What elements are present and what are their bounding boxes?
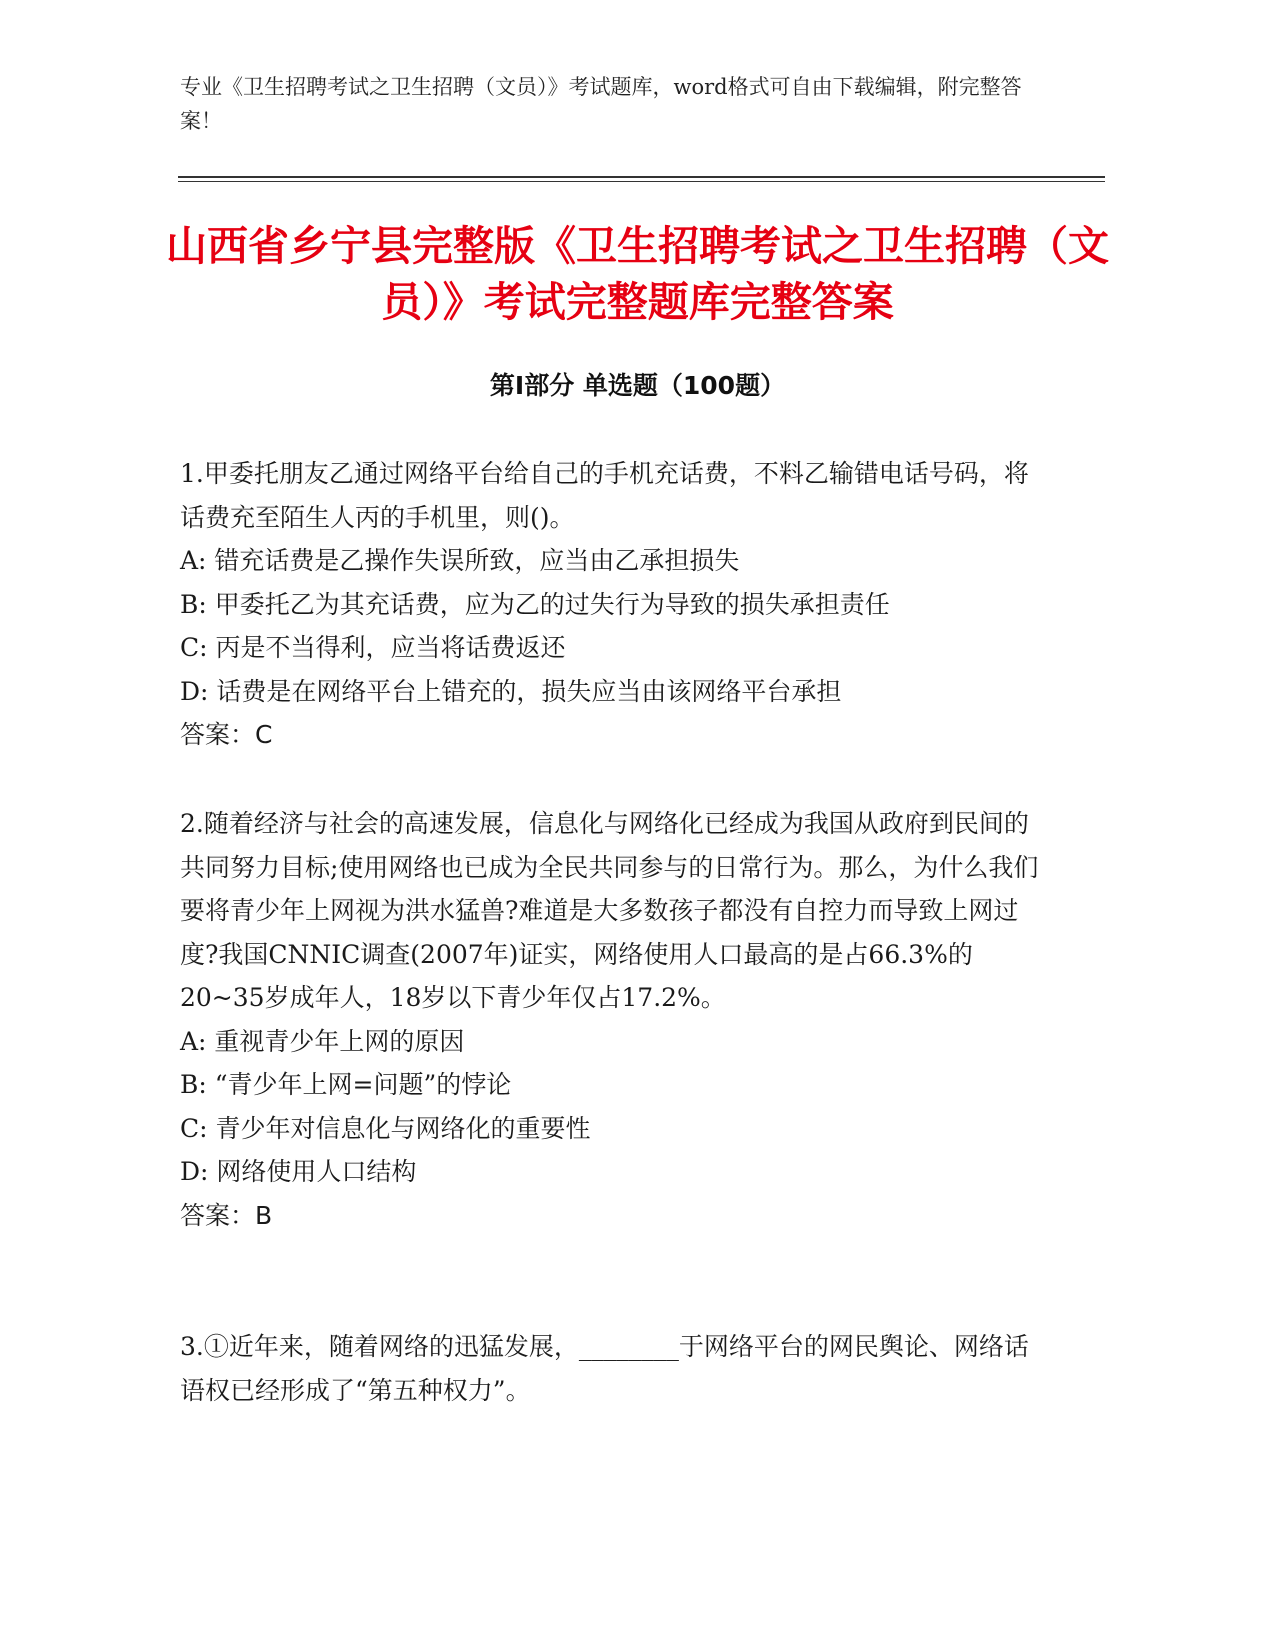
option-b: B: 甲委托乙为其充话费，应为乙的过失行为导致的损失承担责任	[180, 589, 890, 619]
question-1	[180, 452, 1040, 757]
header-note: 专业《卫生招聘考试之卫生招聘（文员）》考试题库，word格式可自由下载编辑，附完整答案！	[180, 75, 1022, 133]
header-divider-thin	[178, 181, 1105, 182]
document-title: 山西省乡宁县完整版《卫生招聘考试之卫生招聘（文员）》考试完整题库完整答案	[166, 222, 1109, 326]
question-3	[180, 1325, 1040, 1412]
question-stem: 1.甲委托朋友乙通过网络平台给自己的手机充话费，不料乙输错电话号码，将话费充至陌生人丙的手机里，则()。	[180, 459, 1029, 532]
option-d: D: 话费是在网络平台上错充的，损失应当由该网络平台承担	[180, 676, 842, 706]
option-b: B: “青少年上网=问题”的悖论	[180, 1070, 512, 1099]
option-a: A: 错充话费是乙操作失误所致，应当由乙承担损失	[180, 546, 740, 575]
section-title: 第Ⅰ部分 单选题（100题）	[489, 371, 786, 400]
question-stem: 2.随着经济与社会的高速发展，信息化与网络化已经成为我国从政府到民间的共同努力目标;使用网络也已成为全民共同参与的日常行为。那么，为什么我们要将青少年上网视为洪水猛兽?难道是大多数孩子都没有自控力而导致上网过度?我国CNNIC调查(2007年)证实，网络使用人口最高的是占66.3%的20~35岁成年人，18岁以下青少年仅占17.2%。	[180, 809, 1039, 1012]
option-c: C: 青少年对信息化与网络化的重要性	[180, 1113, 591, 1143]
header-divider-thick	[178, 176, 1105, 178]
answer: 答案：B	[180, 1200, 273, 1230]
question-stem: 3.①近年来，随着网络的迅猛发展，________于网络平台的网民舆论、网络话语权已经形成了“第五种权力”。	[180, 1332, 1029, 1405]
option-d: D: 网络使用人口结构	[180, 1157, 417, 1186]
answer: 答案：C	[180, 720, 273, 749]
option-a: A: 重视青少年上网的原因	[180, 1026, 465, 1056]
question-2	[180, 802, 1040, 1237]
option-c: C: 丙是不当得利，应当将话费返还	[180, 633, 566, 662]
